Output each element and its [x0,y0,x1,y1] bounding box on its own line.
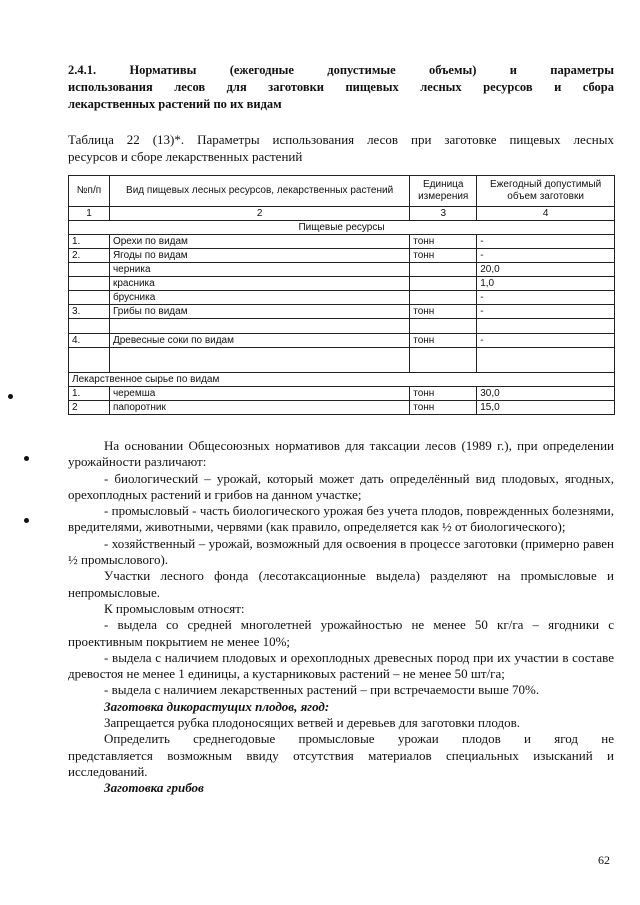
row-unit [410,291,477,305]
row-value: - [477,235,615,249]
group-label: Пищевые ресурсы [69,221,615,235]
paragraph: - выдела с наличием лекарственных растений – при встречаемости выше 70%. [104,682,540,698]
resources-table [68,175,615,415]
row-unit: тонн [410,235,477,249]
table-row [69,249,615,263]
body-text [68,438,614,797]
heading-line: лекарственных растений по их видам [68,97,282,111]
row-unit [410,277,477,291]
table-row [69,305,615,319]
row-unit: тонн [410,249,477,263]
paragraph: Запрещается рубка плодоносящих ветвей и деревьев для заготовки плодов. [104,715,521,731]
row-number [69,277,110,291]
margin-mark [24,456,29,461]
section-heading [68,62,614,113]
row-value: 30,0 [477,387,615,401]
row-number: 2 [69,401,110,415]
paragraph: - выдела с наличием плодовых и орехоплодных древесных пород при их участии в составе древостоя не менее 1 единицы, а кустарниковых растений – не менее 50 шт/га; [68,649,614,682]
row-name: Орехи по видам [109,235,409,249]
colnum-cell: 4 [477,207,615,221]
header-cell: Ежегодный допустимый объем заготовки [477,176,615,207]
table-row [69,401,615,415]
table-header-row [69,176,615,207]
empty-row [69,319,615,334]
table-row [69,277,615,291]
caption-line: Таблица 22 (13)*. Параметры использования лесов при заготовке пищевых лесных [68,132,614,147]
subheading: Заготовка грибов [104,780,204,796]
row-number [69,263,110,277]
header-cell: Вид пищевых лесных ресурсов, лекарственных растений [109,176,409,207]
colnum-cell: 3 [410,207,477,221]
table-row [69,387,615,401]
row-name: Ягоды по видам [109,249,409,263]
header-cell: Единица измерения [410,176,477,207]
row-unit: тонн [410,334,477,348]
subheading: Заготовка дикорастущих плодов, ягод: [104,698,330,714]
row-value: - [477,334,615,348]
caption-line: ресурсов и сборе лекарственных растений [68,149,303,164]
group-label: Лекарственное сырье по видам [69,373,615,387]
row-number: 4. [69,334,110,348]
row-name: черника [109,263,409,277]
margin-mark [8,394,13,399]
page-number: 62 [598,853,610,867]
paragraph: - биологический – урожай, который может дать определённый вид плодовых, ягодных, орехоплодных растений и грибов на данном участке; [68,470,614,502]
margin-mark [24,518,29,523]
row-name: Древесные соки по видам [109,334,409,348]
row-name: брусника [109,291,409,305]
row-value: 1,0 [477,277,615,291]
row-number: 1. [69,235,110,249]
colnum-cell: 1 [69,207,110,221]
row-name: Грибы по видам [109,305,409,319]
paragraph: представляется возможным ввиду отсутствия материалов специальных изысканий и исследований. [68,747,614,779]
row-value: - [477,249,615,263]
table-row [69,334,615,348]
table-caption [68,131,614,165]
row-name: папоротник [109,401,409,415]
empty-row [69,348,615,373]
table-row [69,291,615,305]
heading-line: использования лесов для заготовки пищевых лесных ресурсов и сбора [68,80,614,94]
heading-line: 2.4.1. Нормативы (ежегодные допустимые объемы) и параметры [68,63,614,77]
paragraph: Участки лесного фонда (лесотаксационные выдела) разделяют на промысловые и непромысловые. [68,568,614,600]
table-row [69,263,615,277]
paragraph: На основании Общесоюзных нормативов для таксации лесов (1989 г.), при определении урожайности различают: [68,438,614,470]
paragraph: Определить среднегодовые промысловые урожаи плодов и ягод не [104,731,614,747]
paragraph: - хозяйственный – урожай, возможный для освоения в процессе заготовки (примерно равен ½ промыслового). [68,535,614,568]
row-number: 2. [69,249,110,263]
row-value: 20,0 [477,263,615,277]
colnum-cell: 2 [109,207,409,221]
row-value: 15,0 [477,401,615,415]
group-row [69,373,615,387]
table-row [69,235,615,249]
row-unit [410,263,477,277]
row-number: 3. [69,305,110,319]
row-number: 1. [69,387,110,401]
row-name: красника [109,277,409,291]
paragraph: - выдела со средней многолетней урожайностью не менее 50 кг/га – ягодники с проективным покрытием не менее 10%; [68,617,614,649]
group-row [69,221,615,235]
row-unit: тонн [410,387,477,401]
paragraph: К промысловым относят: [104,600,245,616]
row-unit: тонн [410,401,477,415]
row-unit: тонн [410,305,477,319]
row-name: черемша [109,387,409,401]
header-cell: №п/п [69,176,110,207]
paragraph: - промысловый - часть биологического урожая без учета плодов, поврежденных болезнями, вредителями, животными, червями (как правило, определяется как ½ от биологического); [68,503,614,535]
row-value: - [477,291,615,305]
column-number-row [69,207,615,221]
row-number [69,291,110,305]
row-value: - [477,305,615,319]
